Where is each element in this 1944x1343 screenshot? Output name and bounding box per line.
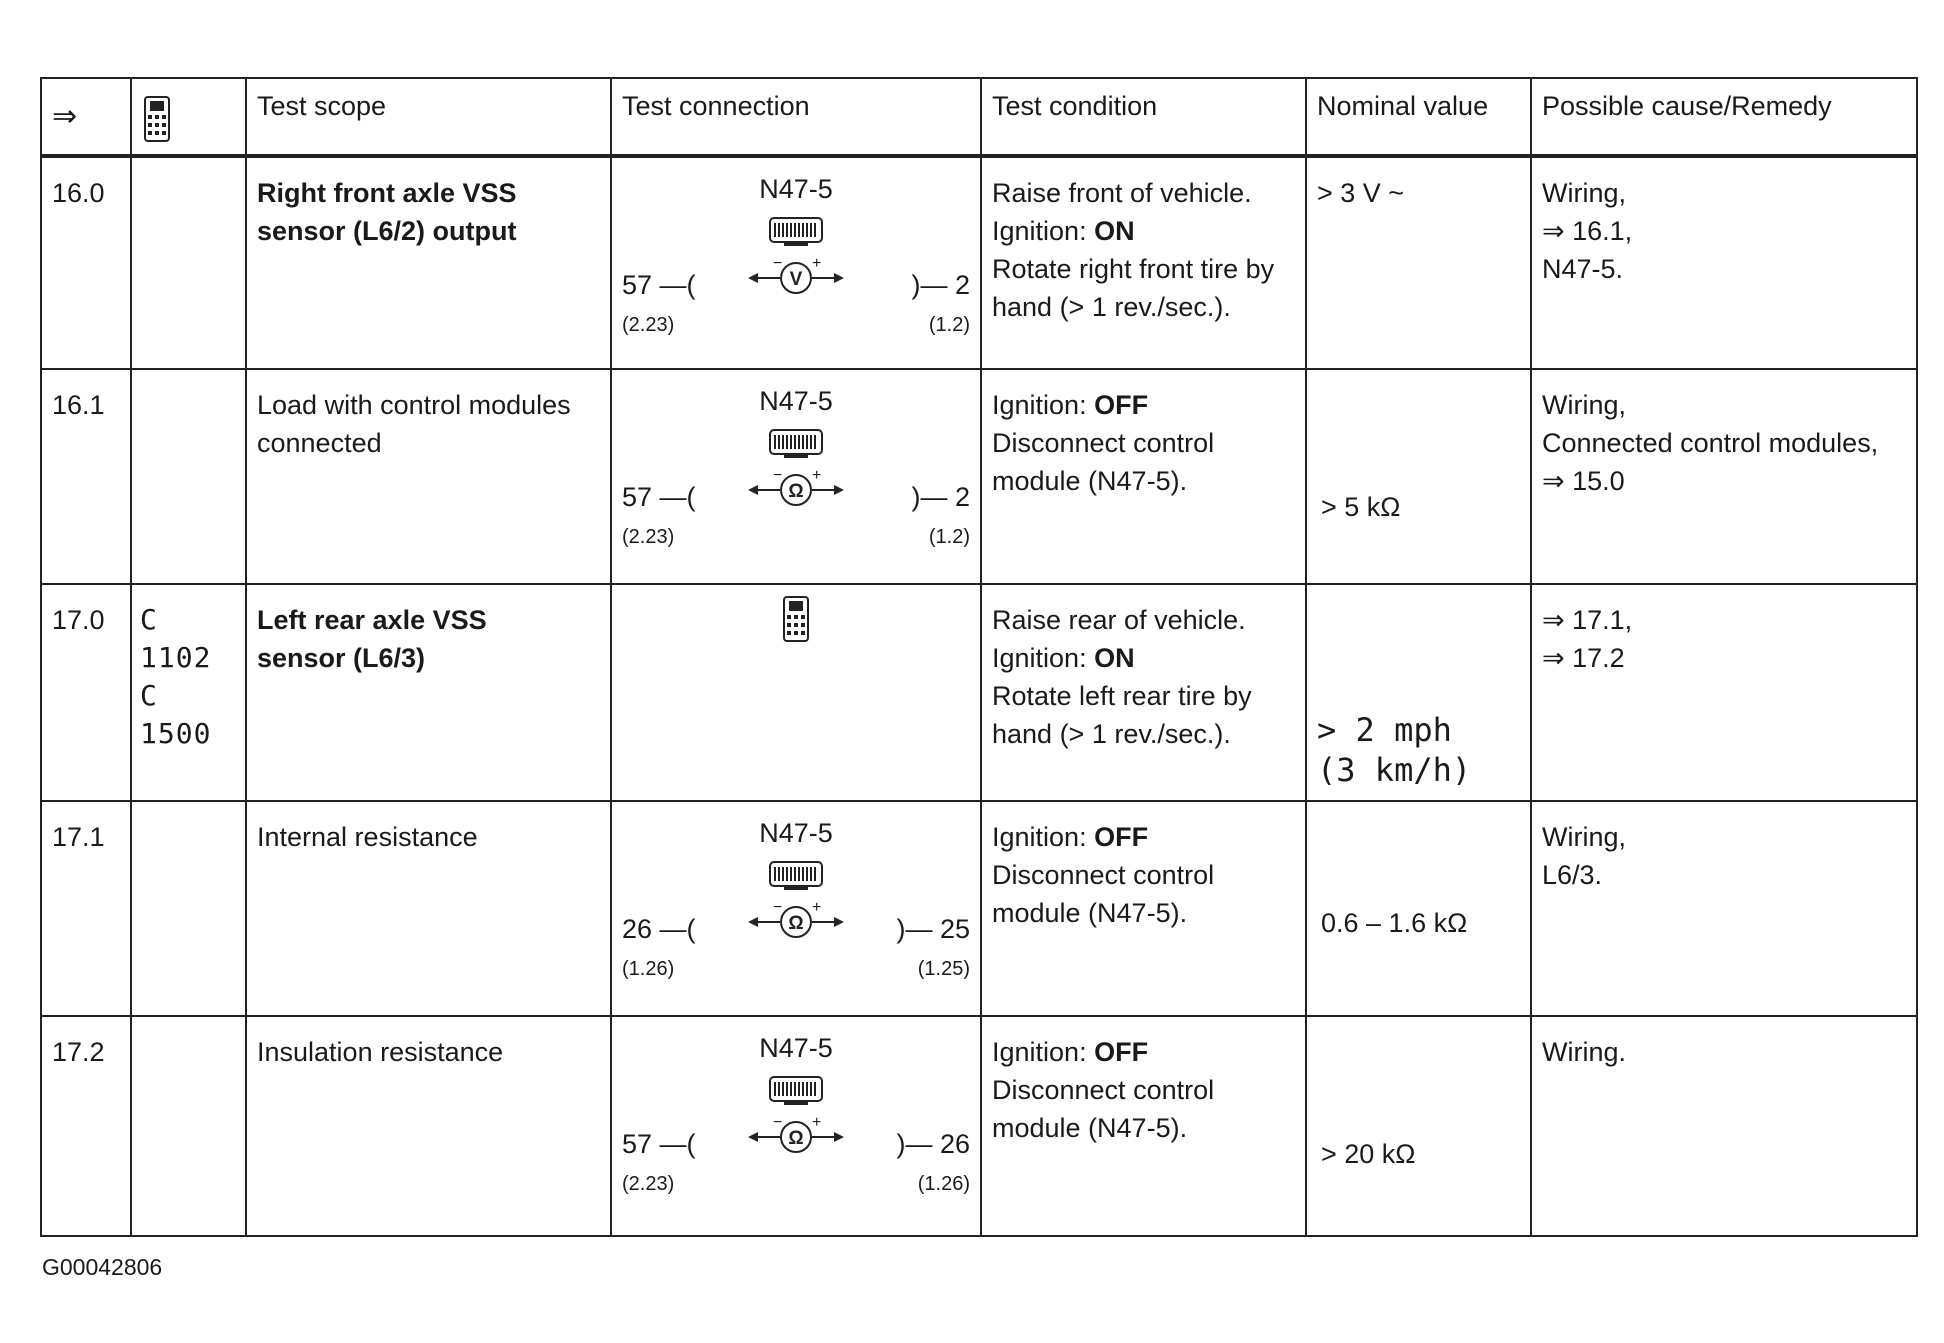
table-row: [41, 584, 1917, 801]
svg-text:−: −: [773, 468, 783, 484]
test-connection: [612, 370, 980, 583]
svg-text:+: +: [812, 468, 822, 484]
pin-ref-right: (1.25): [917, 958, 970, 980]
test-condition: [982, 585, 1305, 753]
nominal-value: > 20 kΩ: [1321, 1139, 1416, 1169]
fault-code-cell: [131, 369, 246, 584]
test-condition: [982, 158, 1305, 326]
figure-code: G00042806: [42, 1254, 163, 1280]
header-remedy: Possible cause/Remedy: [1531, 78, 1917, 156]
condition-text: Disconnect control: [992, 1075, 1215, 1105]
remedy: [1532, 370, 1916, 500]
remedy-line: ⇒ 16.1,: [1542, 216, 1633, 246]
svg-text:−: −: [773, 1115, 783, 1131]
svg-text:Ω: Ω: [788, 481, 804, 502]
condition-value: OFF: [1094, 822, 1149, 852]
condition-line: [992, 856, 1297, 894]
pin-right: )— 25: [896, 914, 970, 944]
connector-icon: [768, 860, 824, 892]
condition-text: module (N47-5).: [992, 1113, 1188, 1143]
nominal-value-cell: [1306, 801, 1531, 1016]
step-cell: [41, 1016, 131, 1236]
ohmmeter-icon: [746, 1115, 846, 1155]
remedy-cell: [1531, 156, 1917, 369]
fault-code-cell: [131, 1016, 246, 1236]
test-scope-line: Right front axle VSS: [257, 178, 517, 208]
condition-text: Raise front of vehicle.: [992, 178, 1252, 208]
nominal-value-line: (3 km/h): [1317, 751, 1472, 789]
header-tester: [131, 78, 246, 156]
condition-line: [992, 174, 1297, 212]
test-scope-cell: [246, 801, 611, 1016]
test-scope-cell: [246, 369, 611, 584]
test-condition: [982, 802, 1305, 932]
step-cell: [41, 584, 131, 801]
pin-ref-left: (2.23): [622, 526, 675, 548]
pin-ref-left: (2.23): [622, 314, 675, 336]
test-scope-line: connected: [257, 428, 382, 458]
test-scope-line: sensor (L6/3): [257, 643, 426, 673]
test-scope-line: Internal resistance: [257, 822, 478, 852]
nominal-value-cell: [1306, 584, 1531, 801]
table-row: [41, 369, 1917, 584]
test-condition-cell: [981, 1016, 1306, 1236]
header-test-connection: Test connection: [611, 78, 981, 156]
remedy: [1532, 802, 1916, 894]
tester-icon: [781, 595, 811, 643]
header-arrow: [41, 78, 131, 156]
condition-line: [992, 1109, 1297, 1147]
condition-text: Ignition:: [992, 822, 1095, 852]
remedy: [1532, 585, 1916, 677]
test-scope-line: sensor (L6/2) output: [257, 216, 517, 246]
pin-right: )— 26: [896, 1129, 970, 1159]
pin-right: )— 2: [911, 482, 970, 512]
step-cell: [41, 156, 131, 369]
pin-ref-right: (1.2): [928, 314, 970, 336]
condition-value: OFF: [1094, 1037, 1149, 1067]
remedy-line: Connected control modules,: [1542, 428, 1879, 458]
condition-line: [992, 250, 1297, 288]
condition-value: ON: [1094, 643, 1135, 673]
test-connection: [612, 1017, 980, 1235]
condition-line: [992, 212, 1297, 250]
condition-text: Ignition:: [992, 216, 1095, 246]
control-module-label: N47-5: [759, 174, 833, 204]
connector-icon: [768, 216, 824, 248]
test-connection-cell: [611, 801, 981, 1016]
condition-line: [992, 386, 1297, 424]
condition-text: Disconnect control: [992, 860, 1215, 890]
tester-icon: [142, 95, 172, 143]
voltmeter-icon: [746, 256, 846, 296]
test-scope: [247, 370, 610, 462]
condition-line: [992, 715, 1297, 753]
remedy-line: ⇒ 15.0: [1542, 466, 1625, 496]
control-module-label: N47-5: [759, 1033, 833, 1063]
nominal-value: > 5 kΩ: [1321, 492, 1401, 522]
connector-icon: [768, 428, 824, 460]
remedy-line: Wiring,: [1542, 822, 1627, 852]
table-header-row: [41, 78, 1917, 156]
test-condition-cell: [981, 369, 1306, 584]
connector-icon: [768, 1075, 824, 1107]
svg-text:Ω: Ω: [788, 1128, 804, 1149]
header-test-condition: Test condition: [981, 78, 1306, 156]
test-scope-line: Load with control modules: [257, 390, 571, 420]
condition-line: [992, 1033, 1297, 1071]
condition-text: hand (> 1 rev./sec.).: [992, 292, 1231, 322]
remedy-cell: [1531, 801, 1917, 1016]
test-connection: [612, 802, 980, 1015]
pin-ref-right: (1.26): [917, 1173, 970, 1195]
step-number: 17.1: [52, 822, 105, 852]
pin-ref-left: (2.23): [622, 1173, 675, 1195]
condition-line: [992, 288, 1297, 326]
svg-text:V: V: [789, 269, 803, 290]
test-table: [40, 77, 1918, 1237]
test-condition-cell: [981, 156, 1306, 369]
step-number: 17.2: [52, 1037, 105, 1067]
ohmmeter-icon: [746, 900, 846, 940]
remedy-cell: [1531, 1016, 1917, 1236]
nominal-value-line: > 2 mph: [1317, 711, 1452, 749]
pin-ref-right: (1.2): [928, 526, 970, 548]
svg-text:+: +: [812, 256, 822, 272]
fault-code: C 1102: [140, 603, 212, 674]
pin-left: 57 —(: [622, 270, 696, 300]
remedy-cell: [1531, 369, 1917, 584]
step-number: 17.0: [52, 605, 105, 635]
remedy: [1532, 158, 1916, 288]
test-scope: [247, 585, 610, 677]
test-condition: [982, 370, 1305, 500]
test-connection: [612, 158, 980, 368]
svg-text:Ω: Ω: [788, 913, 804, 934]
control-module-label: N47-5: [759, 818, 833, 848]
condition-line: [992, 424, 1297, 462]
remedy-line: Wiring,: [1542, 178, 1627, 208]
arrow-icon: ⇒: [52, 100, 78, 133]
condition-line: [992, 894, 1297, 932]
table-row: [41, 156, 1917, 369]
remedy-line: Wiring.: [1542, 1037, 1627, 1067]
test-scope-cell: [246, 584, 611, 801]
condition-line: [992, 677, 1297, 715]
test-scope: [247, 1017, 610, 1071]
nominal-value-cell: [1306, 369, 1531, 584]
svg-text:+: +: [812, 1115, 822, 1131]
pin-left: 26 —(: [622, 914, 696, 944]
header-nominal-value: Nominal value: [1306, 78, 1531, 156]
nominal-value-cell: [1306, 1016, 1531, 1236]
remedy: [1532, 1017, 1916, 1071]
test-scope-cell: [246, 1016, 611, 1236]
test-condition-cell: [981, 801, 1306, 1016]
condition-line: [992, 601, 1297, 639]
svg-text:−: −: [773, 900, 783, 916]
condition-text: Ignition:: [992, 1037, 1095, 1067]
table-row: [41, 1016, 1917, 1236]
test-scope-line: Insulation resistance: [257, 1037, 504, 1067]
nominal-value-lcd: [1307, 710, 1471, 790]
condition-text: Ignition:: [992, 390, 1095, 420]
test-condition: [982, 1017, 1305, 1147]
test-scope-cell: [246, 156, 611, 369]
remedy-cell: [1531, 584, 1917, 801]
test-connection-cell: [611, 369, 981, 584]
fault-code-cell: [131, 156, 246, 369]
test-connection-cell: [611, 1016, 981, 1236]
condition-text: hand (> 1 rev./sec.).: [992, 719, 1231, 749]
control-module-label: N47-5: [759, 386, 833, 416]
remedy-line: Wiring,: [1542, 390, 1627, 420]
fault-code-cell: [131, 584, 246, 801]
pin-ref-left: (1.26): [622, 958, 675, 980]
condition-text: module (N47-5).: [992, 466, 1188, 496]
remedy-line: N47-5.: [1542, 254, 1624, 284]
condition-text: Disconnect control: [992, 428, 1215, 458]
condition-line: [992, 462, 1297, 500]
test-scope: [247, 802, 610, 856]
pin-left: 57 —(: [622, 1129, 696, 1159]
step-cell: [41, 801, 131, 1016]
condition-text: Raise rear of vehicle.: [992, 605, 1246, 635]
condition-text: module (N47-5).: [992, 898, 1188, 928]
test-scope: [247, 158, 610, 250]
svg-text:−: −: [773, 256, 783, 272]
fault-code: C 1500: [140, 679, 212, 750]
condition-value: ON: [1094, 216, 1135, 246]
test-scope-line: Left rear axle VSS: [257, 605, 487, 635]
fault-code-cell: [131, 801, 246, 1016]
test-connection-cell: [611, 156, 981, 369]
test-connection-cell: [611, 584, 981, 801]
step-cell: [41, 369, 131, 584]
svg-text:+: +: [812, 900, 822, 916]
nominal-value: > 3 V ~: [1317, 178, 1405, 208]
nominal-value-cell: [1306, 156, 1531, 369]
remedy-line: ⇒ 17.2: [1542, 643, 1625, 673]
header-test-scope: Test scope: [246, 78, 611, 156]
step-number: 16.1: [52, 390, 105, 420]
fault-codes: [132, 585, 245, 753]
condition-text: Ignition:: [992, 643, 1095, 673]
remedy-line: L6/3.: [1542, 860, 1603, 890]
pin-left: 57 —(: [622, 482, 696, 512]
nominal-value: 0.6 – 1.6 kΩ: [1321, 908, 1468, 938]
condition-line: [992, 639, 1297, 677]
test-condition-cell: [981, 584, 1306, 801]
condition-value: OFF: [1094, 390, 1149, 420]
pin-right: )— 2: [911, 270, 970, 300]
remedy-line: ⇒ 17.1,: [1542, 605, 1633, 635]
condition-line: [992, 818, 1297, 856]
condition-text: Rotate right front tire by: [992, 254, 1275, 284]
step-number: 16.0: [52, 178, 105, 208]
table-row: [41, 801, 1917, 1016]
condition-line: [992, 1071, 1297, 1109]
ohmmeter-icon: [746, 468, 846, 508]
condition-text: Rotate left rear tire by: [992, 681, 1252, 711]
